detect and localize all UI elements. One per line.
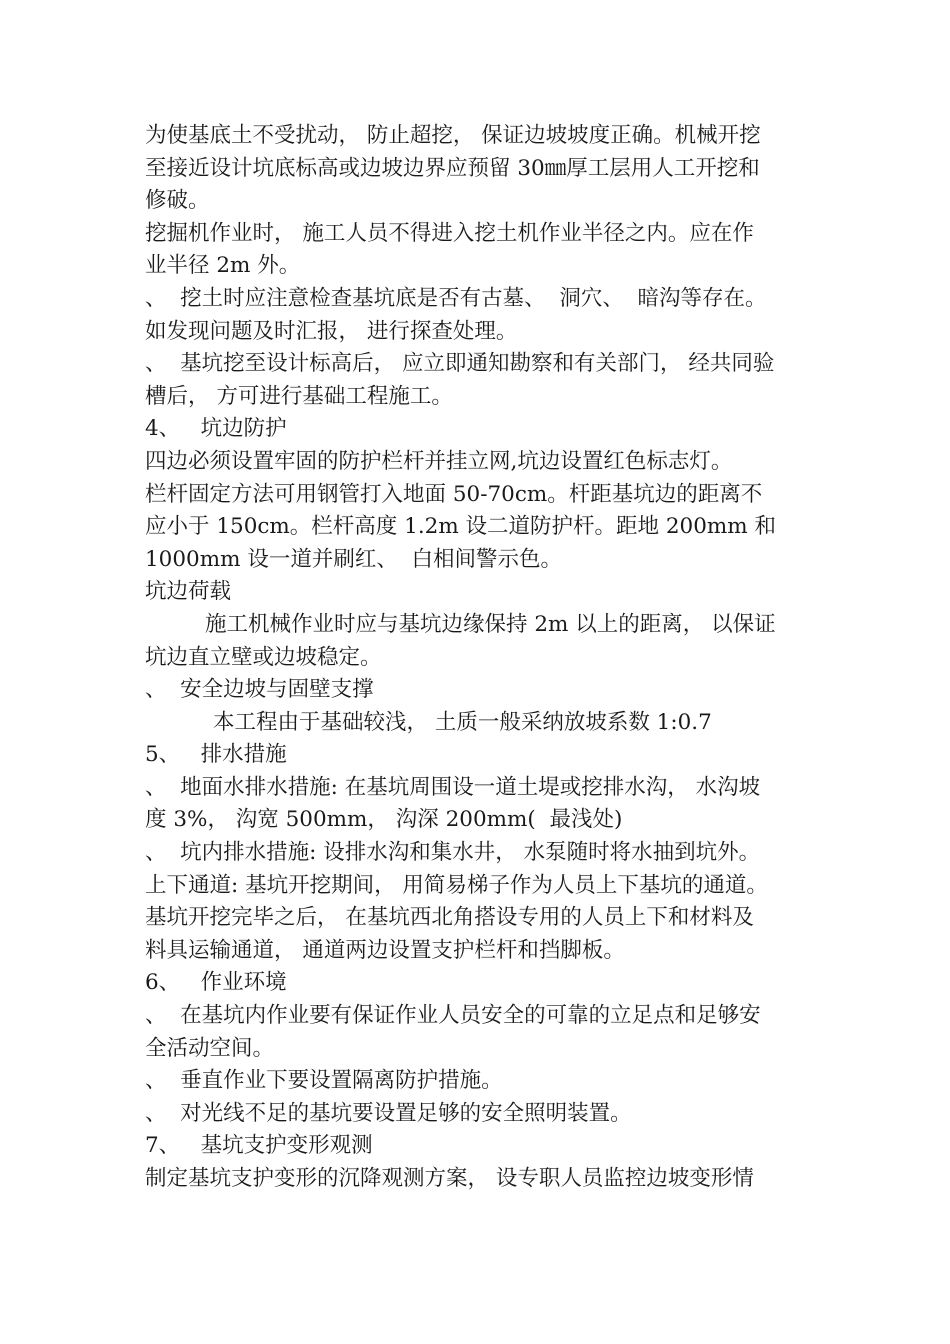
text-line: 槽后， 方可进行基础工程施工。 [145, 383, 453, 409]
text-line: 挖掘机作业时， 施工人员不得进入挖土机作业半径之内。应在作 [145, 220, 754, 246]
text-line: 业半径 2m 外。 [145, 253, 301, 279]
text-line: 坑边直立壁或边坡稳定。 [145, 644, 382, 670]
text-line: 制定基坑支护变形的沉降观测方案， 设专职人员监控边坡变形情 [145, 1166, 754, 1191]
text-line: 、 安全边坡与固壁支撑 [145, 677, 374, 703]
text-line: 、 基坑挖至设计标高后， 应立即通知勘察和有关部门， 经共同验 [145, 351, 775, 377]
text-line: 全活动空间。 [145, 1035, 275, 1061]
text-line: 、 坑内排水措施: 设排水沟和集水井， 水泵随时将水抽到坑外。 [145, 840, 761, 866]
text-line: 、 对光线不足的基坑要设置足够的安全照明装置。 [145, 1100, 632, 1126]
text-line: 如发现问题及时汇报， 进行探查处理。 [145, 318, 518, 344]
text-line: 、 挖土时应注意检查基坑底是否有古墓、 洞穴、 暗沟等存在。 [145, 285, 767, 311]
section-heading: 6、 作业环境 [145, 970, 287, 996]
section-heading: 7、 基坑支护变形观测 [145, 1133, 373, 1159]
subsection-heading: 坑边荷载 [145, 579, 232, 605]
text-line: 上下通道: 基坑开挖期间， 用简易梯子作为人员上下基坑的通道。 [145, 872, 768, 898]
text-line: 施工机械作业时应与基坑边缘保持 2m 以上的距离， 以保证 [205, 611, 776, 637]
text-line: 至接近设计坑底标高或边坡边界应预留 30㎜厚工层用人工开挖和 [145, 155, 760, 181]
text-line: 应小于 150cm。栏杆高度 1.2m 设二道防护杆。距地 200mm 和 [145, 514, 777, 540]
section-heading: 4、 坑边防护 [145, 416, 287, 442]
text-line: 栏杆固定方法可用钢管打入地面 50-70cm。杆距基坑边的距离不 [145, 481, 763, 507]
text-line: 度 3%， 沟宽 500mm， 沟深 200mm( 最浅处) [145, 807, 623, 833]
section-heading: 5、 排水措施 [145, 742, 287, 768]
text-line: 、 在基坑内作业要有保证作业人员安全的可靠的立足点和足够安 [145, 1003, 761, 1029]
text-line: 1000mm 设一道并刷红、 白相间警示色。 [145, 546, 562, 572]
text-line: 本工程由于基础较浅， 土质一般采纳放坡系数 1:0.7 [213, 709, 712, 735]
text-line: 四边必须设置牢固的防护栏杆并挂立网,坑边设置红色标志灯。 [145, 448, 733, 474]
document-body [145, 120, 825, 1196]
text-line: 料具运输通道， 通道两边设置支护栏杆和挡脚板。 [145, 937, 625, 963]
text-line: 修破。 [145, 188, 210, 214]
text-line: 基坑开挖完毕之后， 在基坑西北角搭设专用的人员上下和材料及 [145, 905, 754, 931]
text-line: 、 垂直作业下要设置隔离防护措施。 [145, 1068, 503, 1094]
text-line: 、 地面水排水措施: 在基坑周围设一道土堤或挖排水沟， 水沟坡 [145, 774, 761, 800]
text-line: 为使基底土不受扰动， 防止超挖， 保证边坡坡度正确。机械开挖 [145, 123, 761, 148]
